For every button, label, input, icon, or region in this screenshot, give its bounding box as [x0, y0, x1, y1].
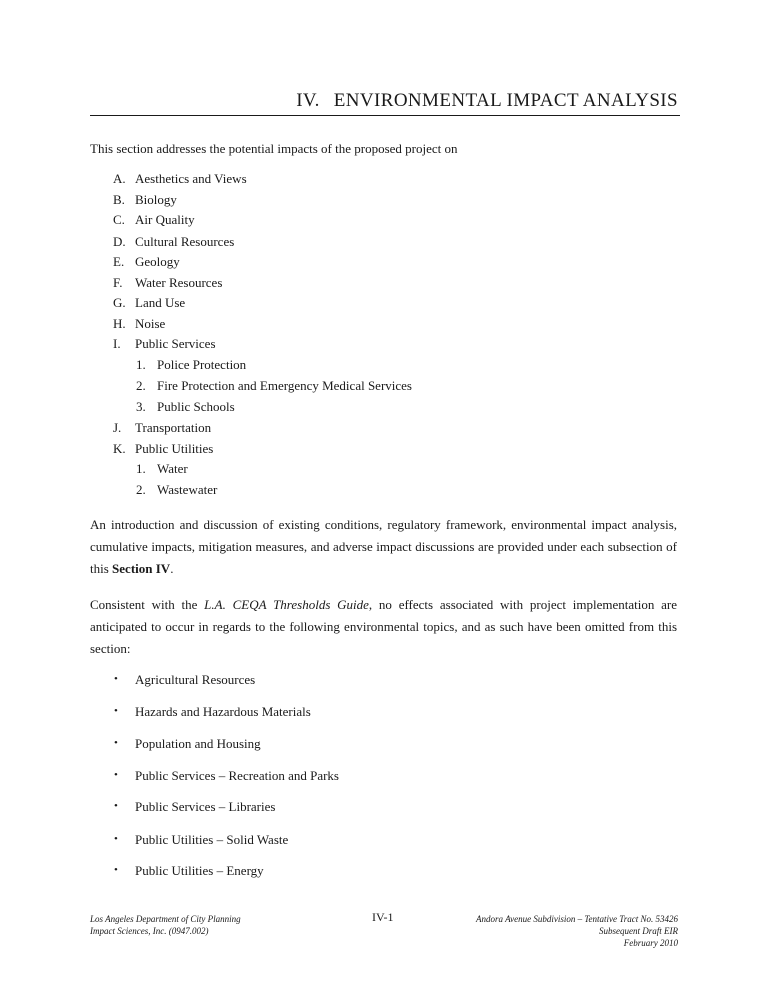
bullet-icon: • [114, 769, 118, 781]
bullet-icon: • [114, 864, 118, 876]
section-reference: Section IV [112, 561, 171, 576]
bullet-icon: • [114, 705, 118, 717]
guide-title: L.A. CEQA Thresholds Guide [204, 597, 369, 612]
bullet-icon: • [114, 800, 118, 812]
footer-right: Andora Avenue Subdivision – Tentative Tract No. 53426 Subsequent Draft EIR February 2010 [476, 914, 678, 948]
page-number: IV-1 [372, 910, 394, 924]
bullet-icon: • [114, 737, 118, 749]
section-title: ENVIRONMENTAL IMPACT ANALYSIS [333, 90, 678, 111]
page-title [296, 90, 678, 112]
footer-left: Los Angeles Department of City Planning Impact Sciences, Inc. (0947.002) [90, 914, 241, 936]
bullet-icon: • [114, 673, 118, 685]
section-number: IV. [296, 90, 320, 111]
omitted-topics-paragraph: Consistent with the L.A. CEQA Thresholds Guide, no effects associated with project implementation are anticipated to occur in regards to the following environmental topics, and as such have been omitted from this section: [90, 597, 677, 656]
introduction-paragraph: An introduction and discussion of existing conditions, regulatory framework, environmental impact analysis, cumulative impacts, mitigation measures, and adverse impact discussions are provided under each subsection of this Section IV. [90, 517, 677, 576]
bullet-icon: • [114, 833, 118, 845]
title-rule [90, 115, 680, 116]
intro-text: This section addresses the potential impacts of the proposed project on [90, 141, 458, 156]
